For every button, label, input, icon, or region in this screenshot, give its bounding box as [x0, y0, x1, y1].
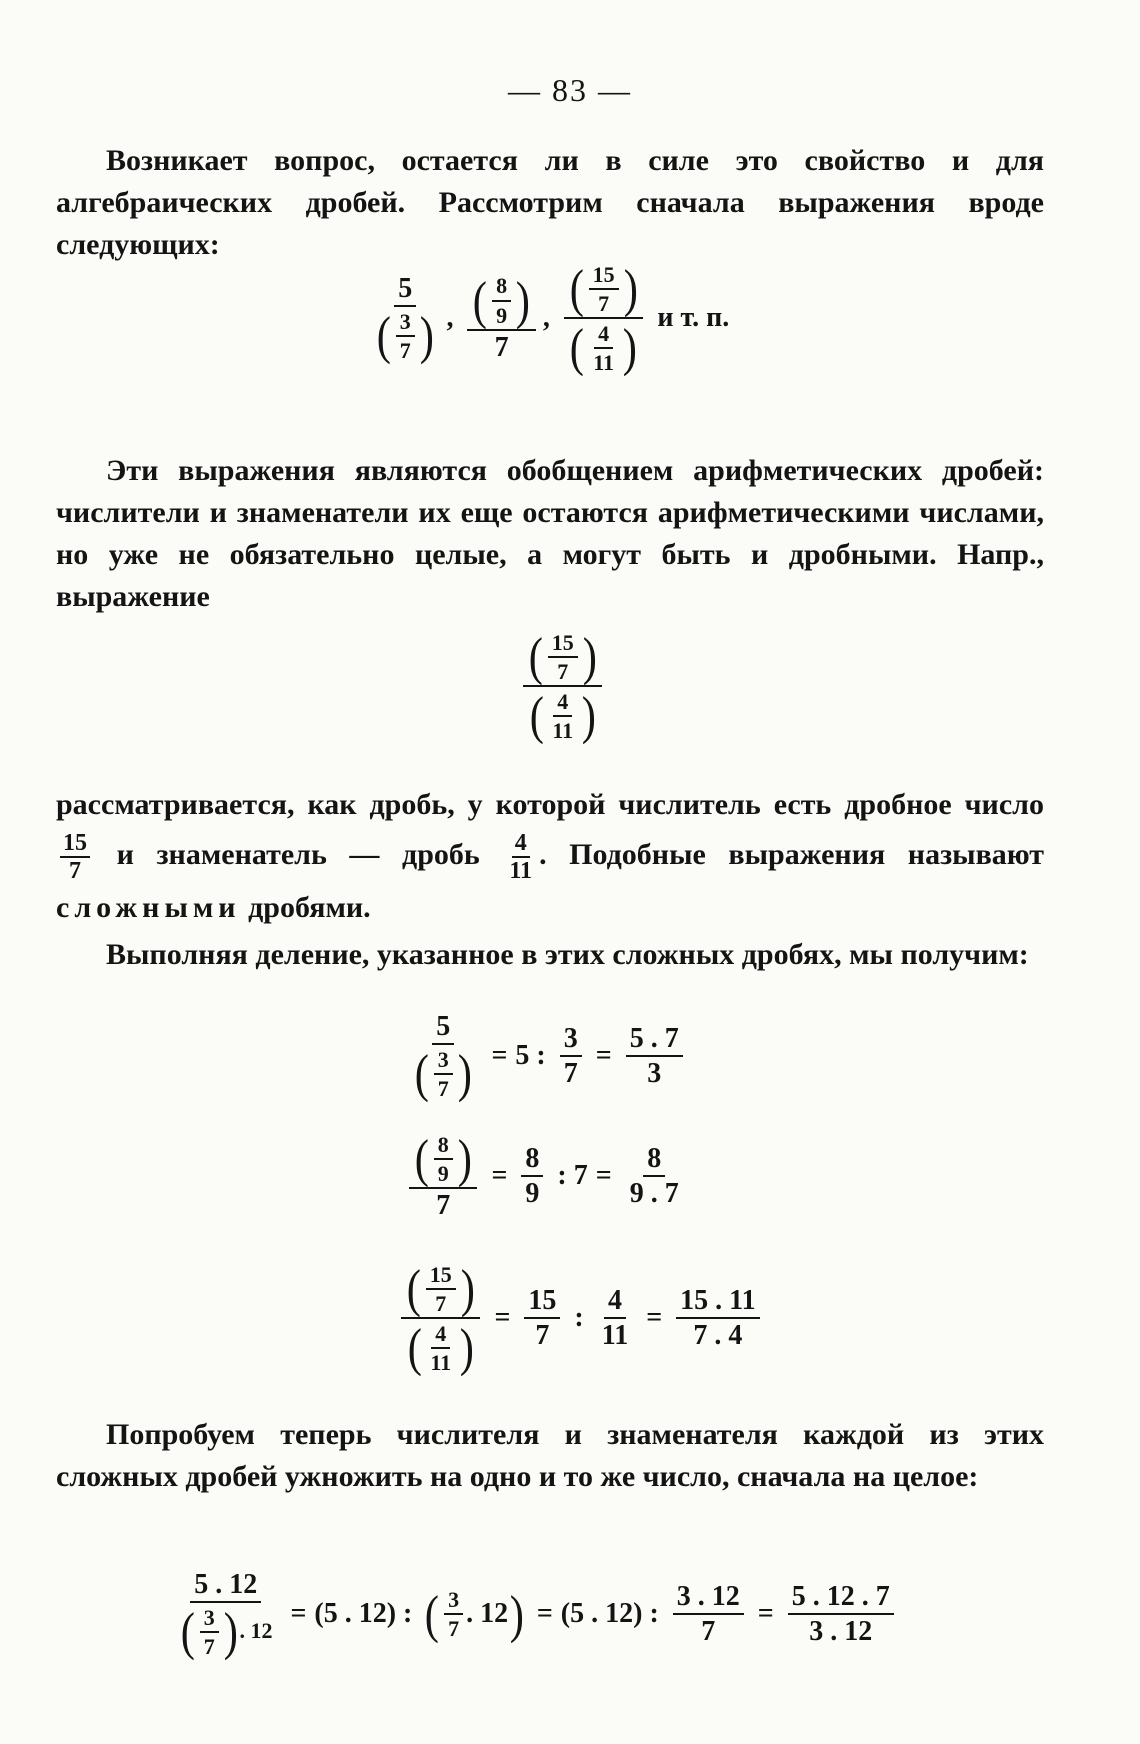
equation-1: 5 ( 3 7 ) = 5 : $\frac{3}{7}$ = $\frac{5 . 7}{3}$ — [406, 1012, 686, 1101]
paragraph-definition: рассматривается, как дробь, у которой числитель есть дробное число $\frac{15}{7}$ и знаменатель — дробь $\frac{4}{11}$ . Подобные выражения называют сложными дробями. — [56, 788, 1045, 925]
equation-4: 5 . 12 ( 3 7 ) . 12 = (5 . 12) : ( 3 7 . 12 ) = (5 . 12) : $\frac{3 . 12}{7}$ = $\frac{5 . 12 . 7}{3 . 12}$ — [172, 1570, 897, 1659]
equation-3: ( 15 7 ) ( 4 11 ) = $\frac{15}{7}$ : $\frac{4}{11}$ = $\frac{15 . 11}{7 . 4}$ — [398, 1262, 763, 1374]
complex-fraction-example: ( 15 7 ) ( 4 11 ) — [520, 630, 605, 742]
fraction-8-9-over-7: ( 8 9 ) 7 — [467, 274, 535, 363]
equation-2: ( 8 9 ) 7 = $\frac{8}{9}$ : 7 = $\frac{8}{9 . 7}$ — [406, 1132, 686, 1221]
paragraph-division: Выполняя деление, указанное в этих сложных дробях, мы получим: — [106, 938, 1029, 971]
paragraph-generalization: Эти выражения являются обобщением арифметических дробей: числители и знаменатели их еще остаются арифметическими числами, но уже не обязательно целые, а могут быть и дробными. Напр., выражение — [56, 454, 1044, 613]
page-number: — 83 — — [508, 72, 632, 108]
fraction-5-over-3-7: 5 ( 3 7 ) — [376, 272, 434, 366]
fraction-15-7-over-4-11: ( 15 7 ) ( 4 11 ) — [564, 262, 643, 374]
etc-label: и т. п. — [657, 302, 730, 334]
complex-fractions-examples: 5 ( 3 7 ) , ( 8 9 ) 7 , ( 15 7 ) ( 4 11 ) и т. п. — [368, 262, 733, 374]
paragraph-question: Возникает вопрос, остается ли в силе это свойство и для алгебраических дробей. Рассмотрим сначала выражения вроде следующих: — [56, 144, 1044, 261]
paragraph-multiply: Попробуем теперь числителя и знаменателя каждой из этих сложных дробей ужножить на одно и то же число, сначала на целое: — [56, 1418, 1044, 1493]
